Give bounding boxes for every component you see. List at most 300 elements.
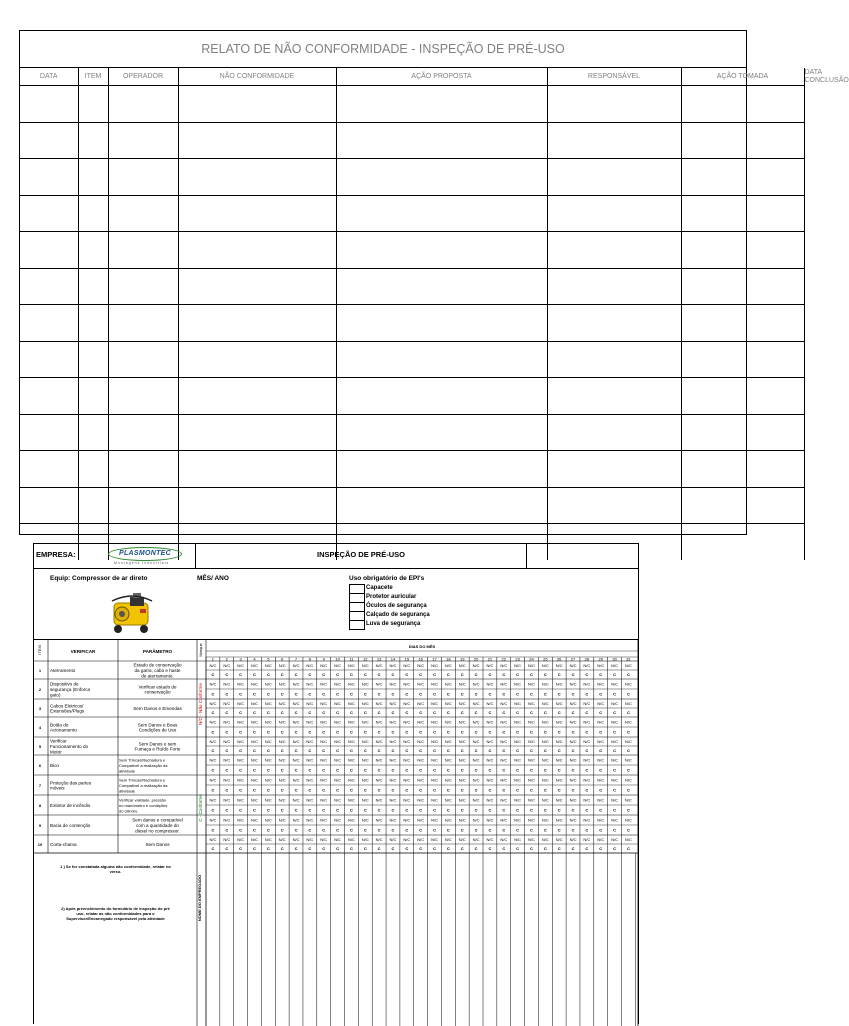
item-verificar-text: Proteção das partes — [50, 780, 92, 786]
item-parametro-text: Sem Danos e sem — [138, 741, 177, 747]
column-header: AÇÃO PROPOSTA — [336, 68, 547, 86]
nc-checkbox: N/C — [583, 837, 591, 843]
report-cell[interactable] — [20, 305, 78, 342]
c-checkbox: C — [280, 807, 284, 813]
nc-checkbox: N/C — [611, 663, 619, 669]
nc-checkbox: N/C — [486, 757, 494, 763]
nc-checkbox: N/C — [555, 817, 563, 823]
item-verificar-text: Cabos Eletricos/ — [50, 703, 84, 709]
report-cell[interactable] — [547, 378, 681, 415]
report-cell[interactable] — [20, 487, 78, 524]
nc-checkbox: N/C — [251, 817, 258, 823]
c-checkbox: C — [363, 767, 367, 773]
c-checkbox: C — [626, 846, 630, 852]
nc-checkbox: N/C — [361, 757, 369, 763]
report-cell[interactable] — [336, 451, 547, 488]
report-cell[interactable] — [681, 451, 804, 488]
report-cell[interactable] — [547, 195, 681, 232]
c-checkbox: C — [294, 846, 298, 852]
report-cell[interactable] — [681, 86, 804, 123]
nc-checkbox: N/C — [458, 681, 466, 687]
nc-checkbox: N/C — [403, 817, 411, 823]
item-parametro-text: atividade — [119, 788, 136, 794]
nc-checkbox: N/C — [597, 817, 605, 823]
report-cell[interactable] — [178, 487, 336, 524]
ppe-title: Uso obrigatório de EPI's — [349, 575, 425, 582]
nc-checkbox: N/C — [292, 837, 300, 843]
item-parametro-text: atividade — [119, 768, 136, 774]
report-cell[interactable] — [78, 232, 108, 269]
report-cell[interactable] — [108, 195, 178, 232]
c-checkbox: C — [280, 827, 284, 833]
nc-checkbox: N/C — [541, 797, 549, 803]
report-cell[interactable] — [336, 341, 547, 378]
c-checkbox: C — [557, 672, 561, 678]
c-checkbox: C — [530, 827, 533, 833]
nc-checkbox: N/C — [361, 837, 369, 843]
nc-checkbox: N/C — [403, 777, 411, 783]
c-checkbox: C — [585, 787, 589, 793]
report-cell[interactable] — [78, 451, 108, 488]
report-cell[interactable] — [178, 341, 336, 378]
nc-checkbox: N/C — [306, 797, 314, 803]
report-cell[interactable] — [108, 268, 178, 305]
c-checkbox: C — [308, 691, 312, 697]
nc-checkbox: N/C — [417, 777, 425, 783]
nc-checkbox: N/C — [458, 777, 466, 783]
nc-checkbox: N/C — [389, 777, 397, 783]
nc-checkbox: N/C — [611, 817, 619, 823]
c-checkbox: C — [391, 672, 395, 678]
report-cell[interactable] — [78, 159, 108, 196]
nc-checkbox: N/C — [528, 837, 535, 843]
day-number: 7 — [294, 656, 298, 662]
nc-checkbox: N/C — [403, 837, 411, 843]
nc-checkbox: N/C — [514, 837, 522, 843]
c-checkbox: C — [516, 787, 520, 793]
day-number: 25 — [543, 656, 548, 662]
report-cell[interactable] — [78, 305, 108, 342]
report-cell[interactable] — [178, 122, 336, 159]
day-number: 5 — [267, 656, 270, 662]
report-cell[interactable] — [20, 122, 78, 159]
item-parametro-text: Sem Danos e Boas — [137, 722, 178, 728]
nc-checkbox: N/C — [458, 797, 466, 803]
c-checkbox: C — [502, 767, 506, 773]
report-cell[interactable] — [178, 378, 336, 415]
day-number: 1 — [211, 656, 215, 662]
nc-checkbox: N/C — [347, 701, 355, 707]
nc-checkbox: N/C — [292, 817, 300, 823]
c-checkbox: C — [377, 691, 381, 697]
report-cell[interactable] — [108, 86, 178, 123]
c-checkbox: C — [391, 846, 395, 852]
c-checkbox: C — [599, 691, 603, 697]
nc-checkbox: N/C — [541, 719, 549, 725]
report-row — [20, 86, 804, 123]
nc-checkbox: N/C — [347, 681, 355, 687]
nc-checkbox: N/C — [389, 719, 397, 725]
report-cell[interactable] — [681, 195, 804, 232]
ppe-label: Calçado de segurança — [366, 612, 430, 618]
c-checkbox: C — [599, 846, 603, 852]
c-checkbox: C — [336, 672, 340, 678]
c-checkbox: C — [502, 710, 506, 716]
report-cell[interactable] — [20, 268, 78, 305]
report-cell[interactable] — [108, 451, 178, 488]
nc-checkbox: N/C — [361, 681, 369, 687]
nc-checkbox: N/C — [223, 757, 231, 763]
c-checkbox: C — [599, 787, 603, 793]
c-checkbox: C — [391, 807, 395, 813]
c-checkbox: C — [474, 807, 478, 813]
logo-wordmark: PLASMONTEC — [108, 547, 182, 561]
report-cell[interactable] — [547, 487, 681, 524]
c-checkbox: C — [253, 767, 256, 773]
nc-checkbox: N/C — [569, 719, 577, 725]
c-checkbox: C — [225, 767, 229, 773]
c-checkbox: C — [280, 787, 284, 793]
report-cell[interactable] — [178, 232, 336, 269]
report-cell[interactable] — [78, 195, 108, 232]
item-parametro-text: conservação — [144, 689, 171, 695]
c-checkbox: C — [613, 748, 617, 754]
item-verificar-text: Funcionamento do — [50, 744, 89, 749]
report-cell[interactable] — [20, 414, 78, 451]
c-checkbox: C — [599, 827, 603, 833]
c-checkbox: C — [585, 807, 589, 813]
nc-checkbox: N/C — [583, 777, 591, 783]
report-cell[interactable] — [336, 378, 547, 415]
report-cell[interactable] — [178, 305, 336, 342]
c-checkbox: C — [239, 767, 243, 773]
nc-checkbox: N/C — [624, 777, 632, 783]
item-parametro-text: Verificar validade, pressão — [119, 797, 166, 803]
c-checkbox: C — [308, 710, 312, 716]
nc-checkbox: N/C — [444, 739, 452, 745]
nc-checkbox: N/C — [375, 701, 383, 707]
nc-checkbox: N/C — [514, 681, 522, 687]
report-cell[interactable] — [20, 159, 78, 196]
report-cell[interactable] — [20, 341, 78, 378]
nc-checkbox: N/C — [611, 701, 619, 707]
report-cell[interactable] — [336, 487, 547, 524]
c-checkbox: C — [211, 748, 215, 754]
nc-checkbox: N/C — [541, 817, 549, 823]
nc-checkbox: N/C — [306, 681, 314, 687]
c-checkbox: C — [543, 846, 547, 852]
report-cell[interactable] — [547, 451, 681, 488]
nc-checkbox: N/C — [528, 681, 535, 687]
equipment-label: Equip: Compressor de ar direto — [50, 575, 148, 582]
empresa-label: EMPRESA: — [36, 550, 76, 559]
c-checkbox: C — [585, 691, 589, 697]
nc-checkbox: N/C — [306, 719, 314, 725]
item-parametro-text: Compatível a realização da — [119, 783, 168, 788]
ppe-label: Óculos de segurança — [366, 603, 427, 609]
nc-checkbox: N/C — [569, 663, 577, 669]
report-cell[interactable] — [108, 122, 178, 159]
item-parametro-text: da garra, cabo e haste — [134, 668, 181, 673]
c-checkbox: C — [266, 672, 270, 678]
report-cell[interactable] — [178, 268, 336, 305]
c-checkbox: C — [239, 710, 243, 716]
c-checkbox: C — [363, 672, 367, 678]
c-checkbox: C — [349, 672, 353, 678]
c-checkbox: C — [253, 827, 256, 833]
report-cell[interactable] — [20, 86, 78, 123]
c-checkbox: C — [543, 827, 547, 833]
note-1: verso. — [109, 869, 122, 874]
c-checkbox: C — [502, 827, 506, 833]
nc-checkbox: N/C — [611, 797, 619, 803]
report-cell[interactable] — [178, 414, 336, 451]
report-cell[interactable] — [78, 86, 108, 123]
ppe-checkbox[interactable] — [349, 620, 365, 630]
note-2: Supervisor/Encarregado responsável pela atividade — [66, 916, 165, 921]
c-checkbox: C — [336, 748, 340, 754]
report-cell[interactable] — [78, 341, 108, 378]
report-cell[interactable] — [681, 232, 804, 269]
nc-checkbox: N/C — [209, 797, 217, 803]
nc-checkbox: N/C — [251, 681, 258, 687]
report-cell[interactable] — [681, 414, 804, 451]
report-cell[interactable] — [108, 159, 178, 196]
nc-checkbox: N/C — [209, 757, 217, 763]
c-checkbox: C — [294, 767, 298, 773]
nc-checkbox: N/C — [264, 719, 272, 725]
report-cell[interactable] — [681, 487, 804, 524]
report-cell[interactable] — [108, 487, 178, 524]
report-cell[interactable] — [20, 195, 78, 232]
nc-checkbox: N/C — [611, 777, 619, 783]
nc-checkbox: N/C — [209, 777, 217, 783]
nc-checkbox: N/C — [209, 739, 217, 745]
report-cell[interactable] — [547, 159, 681, 196]
c-checkbox: C — [488, 729, 492, 735]
nc-checkbox: N/C — [347, 739, 355, 745]
c-checkbox: C — [419, 767, 423, 773]
nc-checkbox: N/C — [569, 739, 577, 745]
nc-checkbox: N/C — [528, 719, 535, 725]
nc-checkbox: N/C — [472, 681, 480, 687]
c-checkbox: C — [516, 748, 520, 754]
report-cell[interactable] — [547, 341, 681, 378]
nc-checkbox: N/C — [417, 701, 425, 707]
c-checkbox: C — [571, 729, 575, 735]
report-cell[interactable] — [78, 268, 108, 305]
c-checkbox: C — [322, 827, 326, 833]
report-cell[interactable] — [108, 414, 178, 451]
nc-checkbox: N/C — [223, 797, 231, 803]
c-checkbox: C — [391, 748, 395, 754]
report-cell[interactable] — [178, 86, 336, 123]
c-checkbox: C — [239, 846, 243, 852]
report-cell[interactable] — [178, 195, 336, 232]
ppe-label: Capacete — [366, 585, 393, 591]
item-verificar-text: Corta-chama — [50, 842, 77, 847]
report-cell[interactable] — [108, 378, 178, 415]
c-checkbox: C — [488, 710, 492, 716]
report-cell[interactable] — [681, 268, 804, 305]
c-checkbox: C — [599, 748, 603, 754]
c-checkbox: C — [460, 846, 464, 852]
c-checkbox: C — [446, 846, 450, 852]
nc-checkbox: N/C — [237, 739, 245, 745]
report-cell[interactable] — [336, 159, 547, 196]
column-header: AÇÃO TOMADA — [681, 68, 804, 86]
c-checkbox: C — [433, 691, 436, 697]
report-cell[interactable] — [108, 305, 178, 342]
report-cell[interactable] — [336, 195, 547, 232]
inspection-grid-svg — [34, 640, 638, 1026]
nc-checkbox: N/C — [597, 701, 605, 707]
c-checkbox: C — [502, 846, 506, 852]
report-cell[interactable] — [178, 159, 336, 196]
c-checkbox: C — [391, 729, 395, 735]
c-checkbox: C — [557, 691, 561, 697]
c-checkbox: C — [377, 846, 381, 852]
report-cell[interactable] — [681, 378, 804, 415]
nc-checkbox: N/C — [624, 701, 632, 707]
report-cell[interactable] — [20, 232, 78, 269]
c-checkbox: C — [626, 748, 630, 754]
item-verificar-text: móveis — [50, 785, 65, 791]
report-cell[interactable] — [20, 378, 78, 415]
nc-checkbox: N/C — [389, 797, 397, 803]
report-row — [20, 159, 804, 196]
c-checkbox: C — [336, 710, 340, 716]
nc-checkbox: N/C — [375, 719, 383, 725]
nc-checkbox: N/C — [278, 757, 286, 763]
nc-checkbox: N/C — [541, 757, 549, 763]
report-cell[interactable] — [108, 232, 178, 269]
nc-checkbox: N/C — [403, 797, 411, 803]
c-checkbox: C — [225, 748, 229, 754]
nc-checkbox: N/C — [431, 797, 438, 803]
report-cell[interactable] — [547, 305, 681, 342]
nc-checkbox: N/C — [292, 757, 300, 763]
nc-checkbox: N/C — [500, 797, 508, 803]
day-number: 11 — [349, 656, 354, 662]
c-checkbox: C — [239, 807, 243, 813]
report-cell[interactable] — [681, 524, 804, 560]
c-checkbox: C — [294, 672, 298, 678]
item-parametro-text: Condições de Uso — [138, 727, 177, 733]
nc-checkbox: N/C — [528, 757, 535, 763]
nc-checkbox: N/C — [611, 681, 619, 687]
report-cell[interactable] — [681, 159, 804, 196]
nc-checkbox: N/C — [555, 681, 563, 687]
report-cell[interactable] — [336, 232, 547, 269]
pre-use-inspection-form — [33, 543, 639, 1024]
nc-checkbox: N/C — [555, 837, 563, 843]
nc-checkbox: N/C — [514, 757, 522, 763]
nc-checkbox: N/C — [597, 797, 605, 803]
report-cell[interactable] — [681, 122, 804, 159]
c-checkbox: C — [253, 672, 256, 678]
c-checkbox: C — [626, 767, 630, 773]
nc-checkbox: N/C — [624, 739, 632, 745]
report-cell[interactable] — [78, 378, 108, 415]
nc-checkbox: N/C — [264, 757, 272, 763]
report-cell[interactable] — [547, 86, 681, 123]
report-cell[interactable] — [336, 86, 547, 123]
nc-checkbox: N/C — [334, 817, 342, 823]
day-number: 8 — [308, 656, 311, 662]
report-cell[interactable] — [20, 451, 78, 488]
report-cell[interactable] — [681, 341, 804, 378]
report-cell[interactable] — [78, 122, 108, 159]
employee-name-label: NOME DO EMPREGADO — [197, 874, 202, 922]
c-checkbox: C — [530, 748, 533, 754]
report-cell[interactable] — [108, 341, 178, 378]
nc-checkbox: N/C — [431, 817, 438, 823]
item-parametro-text: diesel no compressor. — [135, 828, 180, 834]
report-cell[interactable] — [547, 414, 681, 451]
c-checkbox: C — [336, 729, 340, 735]
c-checkbox: C — [391, 710, 395, 716]
nc-checkbox: N/C — [624, 797, 632, 803]
report-cell[interactable] — [178, 451, 336, 488]
c-checkbox: C — [377, 827, 381, 833]
nc-checkbox: N/C — [541, 681, 549, 687]
report-cell[interactable] — [681, 305, 804, 342]
report-cell[interactable] — [336, 305, 547, 342]
c-checkbox: C — [253, 748, 256, 754]
day-number: 24 — [529, 656, 534, 662]
c-checkbox: C — [474, 691, 478, 697]
c-checkbox: C — [322, 691, 326, 697]
day-number: 26 — [556, 656, 562, 662]
c-checkbox: C — [585, 729, 589, 735]
c-checkbox: C — [446, 787, 450, 793]
nc-checkbox: N/C — [514, 739, 522, 745]
nc-checkbox: N/C — [458, 739, 466, 745]
c-checkbox: C — [571, 827, 575, 833]
c-checkbox: C — [294, 748, 298, 754]
nc-checkbox: N/C — [375, 757, 383, 763]
c-checkbox: C — [626, 672, 630, 678]
report-cell[interactable] — [547, 122, 681, 159]
nc-checkbox: N/C — [334, 739, 342, 745]
report-cell[interactable] — [547, 232, 681, 269]
c-checkbox: C — [336, 787, 340, 793]
c-checkbox: C — [280, 710, 284, 716]
report-cell[interactable] — [336, 122, 547, 159]
nc-checkbox: N/C — [458, 663, 466, 669]
c-checkbox: C — [225, 672, 229, 678]
report-cell[interactable] — [336, 414, 547, 451]
nc-checkbox: N/C — [292, 739, 300, 745]
item-number: 8 — [38, 803, 42, 808]
c-checkbox: C — [225, 710, 229, 716]
report-cell[interactable] — [547, 268, 681, 305]
report-cell[interactable] — [78, 487, 108, 524]
report-cell[interactable] — [336, 268, 547, 305]
nc-checkbox: N/C — [624, 719, 632, 725]
report-cell[interactable] — [78, 414, 108, 451]
c-checkbox: C — [626, 827, 630, 833]
nc-checkbox: N/C — [389, 739, 397, 745]
nc-checkbox: N/C — [583, 681, 591, 687]
item-verificar-text: Aterramento — [50, 668, 76, 673]
item-parametro-text: Compatível a realização da — [119, 763, 168, 768]
c-checkbox: C — [266, 787, 270, 793]
c-checkbox: C — [266, 710, 270, 716]
day-number: 21 — [487, 656, 493, 662]
c-checkbox: C — [419, 846, 423, 852]
